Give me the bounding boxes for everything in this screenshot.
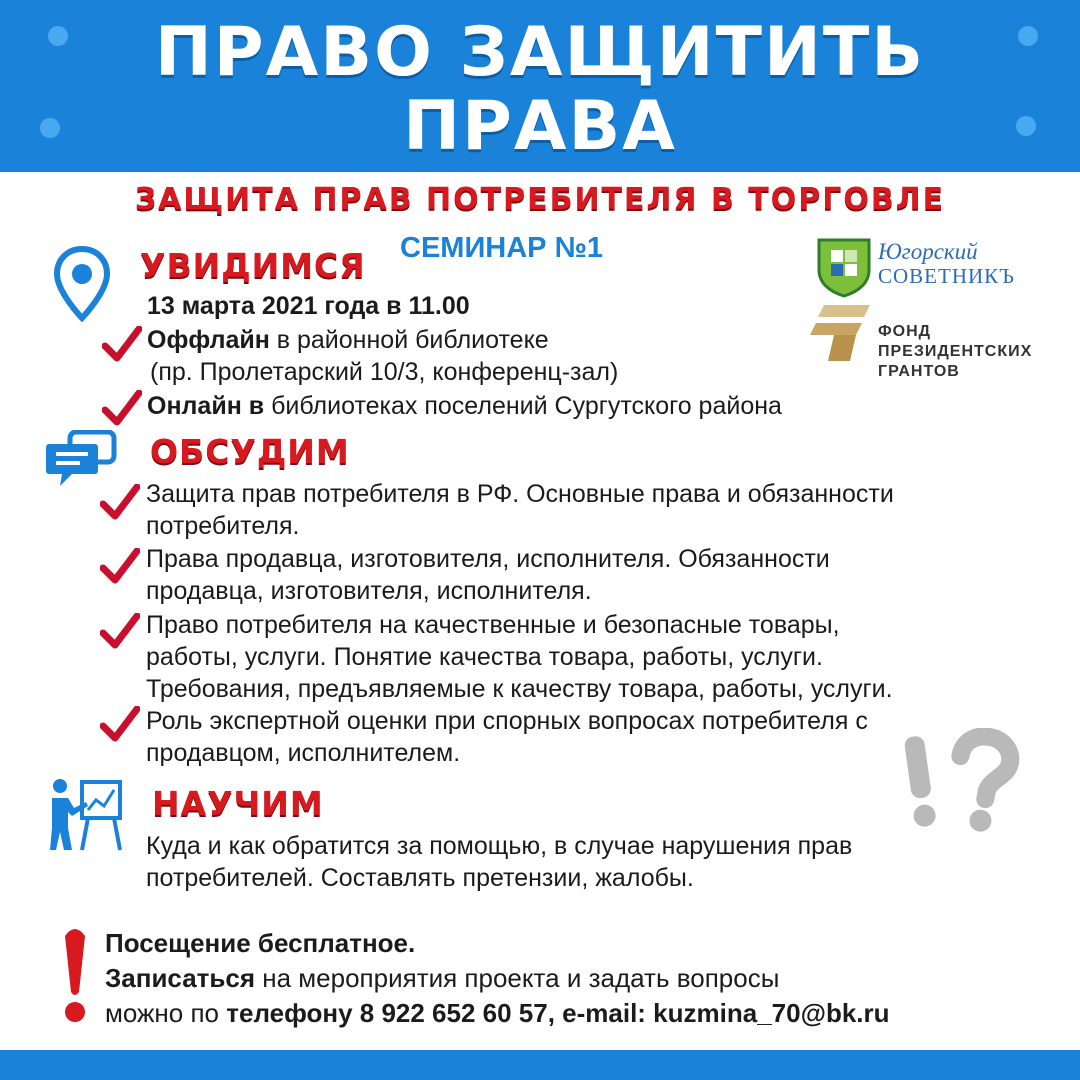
ugorsky-logo-line-1: Югорский [878, 239, 978, 264]
page-title-line-2: ПРАВА [403, 87, 677, 166]
chat-bubbles-icon [46, 430, 118, 490]
ugorsky-logo-text [878, 240, 1015, 288]
subtitle: ЗАЩИТА ПРАВ ПОТРЕБИТЕЛЯ В ТОРГОВЛЕ [134, 182, 946, 217]
online-info [147, 390, 782, 422]
offline-info [147, 324, 549, 356]
fund-logo-line-1: ФОНД [878, 323, 932, 340]
contact-prefix: можно по [105, 998, 227, 1028]
list-item-line: Требования, предъявляемые к качеству товара, работы, услуги. [146, 675, 893, 703]
list-item [146, 705, 868, 769]
list-item-line: продавцом, исполнителем. [146, 739, 461, 767]
section-title-see-you: УВИДИМСЯ [140, 246, 366, 285]
footer-info [105, 926, 890, 1031]
signup-rest: на мероприятия проекта и задать вопросы [255, 963, 780, 993]
teach-line: потребителей. Составлять претензии, жалобы. [146, 864, 694, 892]
list-item [146, 478, 894, 542]
fund-logo-line-2: ПРЕЗИДЕНТСКИХ [878, 343, 1033, 360]
contact-text [105, 996, 890, 1031]
footer-bar [0, 1050, 1080, 1080]
location-pin-icon [54, 246, 110, 322]
check-mark-icon [100, 706, 140, 742]
online-label: Онлайн в [147, 392, 265, 420]
signup-label: Записаться [105, 963, 256, 993]
header-banner [0, 0, 1080, 172]
free-visit-text: Посещение бесплатное. [105, 928, 416, 958]
check-mark-icon [100, 613, 140, 649]
exclamation-question-icon [890, 728, 1020, 838]
check-mark-icon [102, 390, 142, 426]
offline-label: Оффлайн [147, 326, 270, 354]
signup-text [105, 961, 890, 996]
presidential-grants-emblem-icon [810, 305, 872, 361]
check-mark-icon [100, 548, 140, 584]
page-title-line-1: ПРАВО ЗАЩИТИТЬ [154, 13, 926, 92]
list-item-line: работы, услуги. Понятие качества товара, работы, услуги. [146, 643, 823, 671]
online-location: библиотеках поселений Сургутского района [264, 392, 782, 420]
offline-location: в районной библиотеке [269, 326, 549, 354]
fund-logo-line-3: ГРАНТОВ [878, 363, 960, 380]
section-title-discuss: ОБСУДИМ [150, 432, 350, 471]
seminar-label: СЕМИНАР №1 [400, 232, 604, 264]
check-mark-icon [102, 326, 142, 362]
offline-address: (пр. Пролетарский 10/3, конференц-зал) [150, 358, 619, 386]
list-item [146, 543, 830, 607]
ugorsky-logo-line-2: СОВЕТНИКЪ [878, 264, 1015, 288]
list-item-line: Права продавца, изготовителя, исполнителя. Обязанности [146, 545, 830, 573]
page-title [0, 13, 1080, 166]
check-mark-icon [100, 484, 140, 520]
teacher-board-icon [48, 778, 124, 852]
list-item-line: Право потребителя на качественные и безопасные товары, [146, 611, 840, 639]
teach-line: Куда и как обратится за помощью, в случае нарушения прав [146, 832, 853, 860]
presidential-grants-logo-text [878, 322, 1032, 382]
exclamation-mark-icon [60, 926, 90, 1026]
ugorsky-shield-icon [815, 236, 873, 298]
section-title-teach: НАУЧИМ [152, 784, 324, 823]
teach-description [146, 830, 852, 894]
list-item-line: Роль экспертной оценки при спорных вопросах потребителя с [146, 707, 868, 735]
contact-details: телефону 8 922 652 60 57, e-mail: kuzmina_70@bk.ru [226, 998, 890, 1028]
list-item-line: потребителя. [146, 512, 300, 540]
event-date: 13 марта 2021 года в 11.00 [147, 292, 470, 320]
list-item-line: Защита прав потребителя в РФ. Основные права и обязанности [146, 480, 894, 508]
list-item-line: продавца, изготовителя, исполнителя. [146, 577, 592, 605]
list-item [146, 609, 893, 705]
